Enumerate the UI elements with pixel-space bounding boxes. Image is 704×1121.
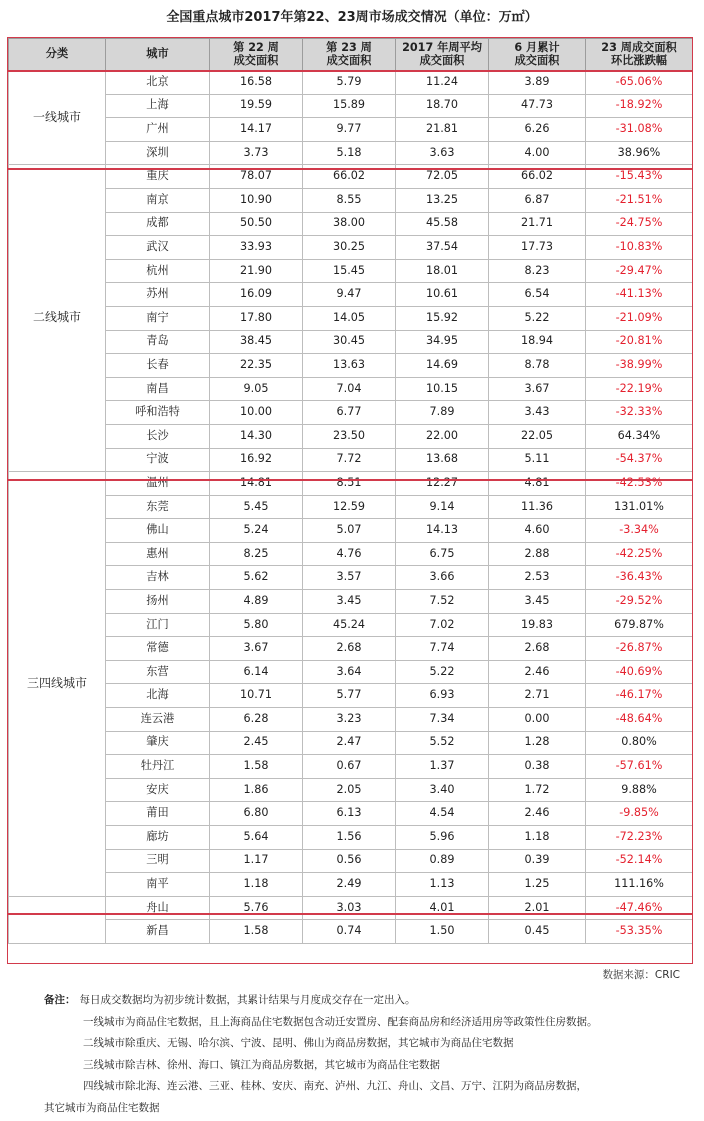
change-cell: -10.83% [586,236,693,260]
change-cell: -31.08% [586,118,693,142]
value-cell: 50.50 [210,212,303,236]
change-cell: -53.35% [586,920,693,944]
category-cell: 二线城市 [9,165,106,472]
value-cell: 13.68 [396,448,489,472]
value-cell: 4.76 [303,542,396,566]
value-cell: 7.89 [396,401,489,425]
change-cell: -41.13% [586,283,693,307]
table-row [9,519,693,543]
category-cell: 三四线城市 [9,472,106,897]
value-cell: 8.23 [489,259,586,283]
value-cell: 1.72 [489,778,586,802]
table-row [9,896,693,920]
value-cell: 2.46 [489,802,586,826]
change-cell: -26.87% [586,637,693,661]
value-cell: 8.51 [303,472,396,496]
city-cell: 常德 [106,637,210,661]
city-cell: 重庆 [106,165,210,189]
value-cell: 47.73 [489,94,586,118]
table-row [9,566,693,590]
value-cell: 22.00 [396,424,489,448]
value-cell: 1.58 [210,755,303,779]
table-row [9,613,693,637]
value-cell: 18.01 [396,259,489,283]
value-cell: 2.88 [489,542,586,566]
value-cell: 11.24 [396,71,489,95]
value-cell: 4.60 [489,519,586,543]
value-cell: 1.25 [489,873,586,897]
table-row [9,306,693,330]
city-cell: 佛山 [106,519,210,543]
change-cell: -46.17% [586,684,693,708]
change-cell: 0.80% [586,731,693,755]
note-line: 二线城市除重庆、无锡、哈尔滨、宁波、昆明、佛山为商品房数据，其它城市为商品住宅数据 [83,1037,514,1050]
value-cell: 3.40 [396,778,489,802]
change-cell: 64.34% [586,424,693,448]
value-cell: 10.90 [210,188,303,212]
value-cell: 5.52 [396,731,489,755]
table-row [9,684,693,708]
value-cell: 17.80 [210,306,303,330]
table-row [9,731,693,755]
table-row [9,94,693,118]
value-cell: 45.58 [396,212,489,236]
value-cell: 1.86 [210,778,303,802]
city-cell: 上海 [106,94,210,118]
value-cell: 7.02 [396,613,489,637]
column-header: 6 月累计 成交面积 [489,39,586,71]
page-title: 全国重点城市2017年第22、23周市场成交情况（单位：万㎡） [166,10,538,25]
value-cell: 10.15 [396,377,489,401]
value-cell: 0.39 [489,849,586,873]
note-line: 一线城市为商品住宅数据，且上海商品住宅数据包含动迁安置房、配套商品房和经济适用房等政策性住房数据。 [83,1015,598,1028]
value-cell: 6.14 [210,660,303,684]
city-cell: 扬州 [106,590,210,614]
value-cell: 3.45 [489,590,586,614]
column-header: 分类 [9,39,106,71]
value-cell: 5.22 [489,306,586,330]
change-cell: -22.19% [586,377,693,401]
change-cell: 679.87% [586,613,693,637]
value-cell: 6.26 [489,118,586,142]
value-cell: 1.13 [396,873,489,897]
change-cell: -20.81% [586,330,693,354]
value-cell: 3.23 [303,708,396,732]
value-cell: 5.76 [210,896,303,920]
value-cell: 5.11 [489,448,586,472]
change-cell: -21.09% [586,306,693,330]
table-row [9,778,693,802]
change-cell: -42.53% [586,472,693,496]
value-cell: 0.38 [489,755,586,779]
value-cell: 30.25 [303,236,396,260]
table-row [9,660,693,684]
value-cell: 8.55 [303,188,396,212]
value-cell: 1.56 [303,826,396,850]
value-cell: 3.03 [303,896,396,920]
note-line: 四线城市除北海、连云港、三亚、桂林、安庆、南充、泸州、九江、舟山、文昌、万宁、江阴为商品房数据， [83,1080,587,1093]
value-cell: 6.28 [210,708,303,732]
value-cell: 7.72 [303,448,396,472]
value-cell: 9.05 [210,377,303,401]
value-cell: 45.24 [303,613,396,637]
value-cell: 3.64 [303,660,396,684]
change-cell: -38.99% [586,354,693,378]
value-cell: 16.58 [210,71,303,95]
table-row [9,165,693,189]
value-cell: 19.83 [489,613,586,637]
value-cell: 2.05 [303,778,396,802]
change-cell: 131.01% [586,495,693,519]
value-cell: 14.17 [210,118,303,142]
city-cell: 广州 [106,118,210,142]
value-cell: 0.67 [303,755,396,779]
table-row [9,118,693,142]
value-cell: 14.30 [210,424,303,448]
table-row [9,354,693,378]
city-cell: 温州 [106,472,210,496]
table-row [9,141,693,165]
value-cell: 9.47 [303,283,396,307]
note-line: 备注： 每日成交数据均为初步统计数据，其累计结果与月度成交存在一定出入。 [44,994,416,1006]
value-cell: 3.57 [303,566,396,590]
table-row [9,920,693,944]
value-cell: 6.93 [396,684,489,708]
table-row [9,755,693,779]
value-cell: 15.89 [303,94,396,118]
city-cell: 宁波 [106,448,210,472]
value-cell: 15.92 [396,306,489,330]
value-cell: 1.18 [489,826,586,850]
city-cell: 成都 [106,212,210,236]
value-cell: 5.77 [303,684,396,708]
city-cell: 廊坊 [106,826,210,850]
city-cell: 北海 [106,684,210,708]
notes-block [44,990,684,1120]
change-cell: -48.64% [586,708,693,732]
value-cell: 72.05 [396,165,489,189]
table-row [9,212,693,236]
value-cell: 10.71 [210,684,303,708]
change-cell: -72.23% [586,826,693,850]
change-cell: 111.16% [586,873,693,897]
table-row [9,424,693,448]
change-cell: -21.51% [586,188,693,212]
city-cell: 南京 [106,188,210,212]
value-cell: 23.50 [303,424,396,448]
value-cell: 2.49 [303,873,396,897]
city-cell: 东莞 [106,495,210,519]
value-cell: 3.66 [396,566,489,590]
value-cell: 0.00 [489,708,586,732]
value-cell: 10.00 [210,401,303,425]
table-body [9,71,693,944]
value-cell: 5.96 [396,826,489,850]
change-cell: -9.85% [586,802,693,826]
value-cell: 14.69 [396,354,489,378]
change-cell: -24.75% [586,212,693,236]
value-cell: 6.77 [303,401,396,425]
value-cell: 3.67 [489,377,586,401]
change-cell: -52.14% [586,849,693,873]
value-cell: 0.89 [396,849,489,873]
value-cell: 14.81 [210,472,303,496]
table-row [9,849,693,873]
change-cell: -29.47% [586,259,693,283]
category-cell: 一线城市 [9,71,106,165]
value-cell: 1.18 [210,873,303,897]
value-cell: 6.13 [303,802,396,826]
value-cell: 78.07 [210,165,303,189]
table-row [9,472,693,496]
value-cell: 9.77 [303,118,396,142]
column-header: 2017 年周平均 成交面积 [396,39,489,71]
value-cell: 6.80 [210,802,303,826]
value-cell: 19.59 [210,94,303,118]
change-cell: -65.06% [586,71,693,95]
value-cell: 2.47 [303,731,396,755]
value-cell: 34.95 [396,330,489,354]
note-line: 三线城市除吉林、徐州、海口、镇江为商品房数据，其它城市为商品住宅数据 [83,1058,440,1071]
value-cell: 22.05 [489,424,586,448]
value-cell: 21.90 [210,259,303,283]
table-row [9,401,693,425]
value-cell: 5.80 [210,613,303,637]
value-cell: 6.75 [396,542,489,566]
value-cell: 16.92 [210,448,303,472]
city-cell: 安庆 [106,778,210,802]
value-cell: 17.73 [489,236,586,260]
value-cell: 21.71 [489,212,586,236]
value-cell: 3.73 [210,141,303,165]
table-row [9,637,693,661]
table-row [9,873,693,897]
value-cell: 4.54 [396,802,489,826]
city-cell: 新昌 [106,920,210,944]
city-cell: 呼和浩特 [106,401,210,425]
value-cell: 7.52 [396,590,489,614]
value-cell: 2.68 [489,637,586,661]
value-cell: 16.09 [210,283,303,307]
value-cell: 38.00 [303,212,396,236]
value-cell: 2.46 [489,660,586,684]
city-cell: 青岛 [106,330,210,354]
value-cell: 14.05 [303,306,396,330]
change-cell: -42.25% [586,542,693,566]
city-cell: 南宁 [106,306,210,330]
value-cell: 7.34 [396,708,489,732]
change-cell: 9.88% [586,778,693,802]
value-cell: 38.45 [210,330,303,354]
column-header: 第 23 周 成交面积 [303,39,396,71]
value-cell: 21.81 [396,118,489,142]
value-cell: 4.81 [489,472,586,496]
city-cell: 北京 [106,71,210,95]
table-row [9,448,693,472]
value-cell: 0.56 [303,849,396,873]
table-row [9,236,693,260]
value-cell: 6.54 [489,283,586,307]
market-table [8,38,693,944]
city-cell: 惠州 [106,542,210,566]
value-cell: 13.25 [396,188,489,212]
value-cell: 66.02 [489,165,586,189]
value-cell: 1.17 [210,849,303,873]
table-row [9,495,693,519]
value-cell: 7.74 [396,637,489,661]
value-cell: 5.64 [210,826,303,850]
value-cell: 4.01 [396,896,489,920]
value-cell: 1.50 [396,920,489,944]
city-cell: 舟山 [106,896,210,920]
city-cell: 肇庆 [106,731,210,755]
value-cell: 22.35 [210,354,303,378]
city-cell: 牡丹江 [106,755,210,779]
table-row [9,330,693,354]
value-cell: 2.53 [489,566,586,590]
value-cell: 1.28 [489,731,586,755]
value-cell: 1.58 [210,920,303,944]
table-row [9,542,693,566]
value-cell: 3.45 [303,590,396,614]
city-cell: 吉林 [106,566,210,590]
value-cell: 12.59 [303,495,396,519]
value-cell: 30.45 [303,330,396,354]
change-cell: 38.96% [586,141,693,165]
city-cell: 南平 [106,873,210,897]
value-cell: 33.93 [210,236,303,260]
change-cell: -40.69% [586,660,693,684]
column-header: 城市 [106,39,210,71]
value-cell: 8.78 [489,354,586,378]
value-cell: 66.02 [303,165,396,189]
change-cell: -47.46% [586,896,693,920]
column-header: 23 周成交面积 环比涨跌幅 [586,39,693,71]
value-cell: 11.36 [489,495,586,519]
value-cell: 14.13 [396,519,489,543]
value-cell: 18.70 [396,94,489,118]
value-cell: 15.45 [303,259,396,283]
table-row [9,802,693,826]
change-cell: -18.92% [586,94,693,118]
category-cell [9,896,106,943]
value-cell: 5.62 [210,566,303,590]
value-cell: 0.45 [489,920,586,944]
city-cell: 武汉 [106,236,210,260]
value-cell: 13.63 [303,354,396,378]
value-cell: 2.45 [210,731,303,755]
value-cell: 0.74 [303,920,396,944]
value-cell: 9.14 [396,495,489,519]
value-cell: 37.54 [396,236,489,260]
value-cell: 12.27 [396,472,489,496]
value-cell: 5.45 [210,495,303,519]
value-cell: 8.25 [210,542,303,566]
table-row [9,377,693,401]
value-cell: 2.68 [303,637,396,661]
change-cell: -54.37% [586,448,693,472]
change-cell: -29.52% [586,590,693,614]
table-row [9,826,693,850]
table-header-row [9,39,693,71]
value-cell: 5.18 [303,141,396,165]
value-cell: 4.00 [489,141,586,165]
table-row [9,188,693,212]
note-line: 其它城市为商品住宅数据 [44,1101,160,1114]
value-cell: 5.22 [396,660,489,684]
value-cell: 3.63 [396,141,489,165]
city-cell: 南昌 [106,377,210,401]
value-cell: 2.71 [489,684,586,708]
city-cell: 东营 [106,660,210,684]
value-cell: 4.89 [210,590,303,614]
table-row [9,283,693,307]
value-cell: 7.04 [303,377,396,401]
notes-lead: 备注： [44,994,76,1006]
value-cell: 10.61 [396,283,489,307]
value-cell: 5.79 [303,71,396,95]
data-source: 数据来源：CRIC [602,969,680,981]
city-cell: 长春 [106,354,210,378]
change-cell: -15.43% [586,165,693,189]
city-cell: 深圳 [106,141,210,165]
table-row [9,590,693,614]
value-cell: 2.01 [489,896,586,920]
value-cell: 18.94 [489,330,586,354]
value-cell: 3.67 [210,637,303,661]
table-row [9,71,693,95]
value-cell: 1.37 [396,755,489,779]
city-cell: 苏州 [106,283,210,307]
table-row [9,259,693,283]
table-row [9,708,693,732]
city-cell: 长沙 [106,424,210,448]
value-cell: 5.07 [303,519,396,543]
city-cell: 连云港 [106,708,210,732]
value-cell: 3.43 [489,401,586,425]
city-cell: 三明 [106,849,210,873]
change-cell: -3.34% [586,519,693,543]
city-cell: 莆田 [106,802,210,826]
city-cell: 江门 [106,613,210,637]
column-header: 第 22 周 成交面积 [210,39,303,71]
value-cell: 5.24 [210,519,303,543]
city-cell: 杭州 [106,259,210,283]
value-cell: 3.89 [489,71,586,95]
value-cell: 6.87 [489,188,586,212]
change-cell: -32.33% [586,401,693,425]
change-cell: -57.61% [586,755,693,779]
change-cell: -36.43% [586,566,693,590]
